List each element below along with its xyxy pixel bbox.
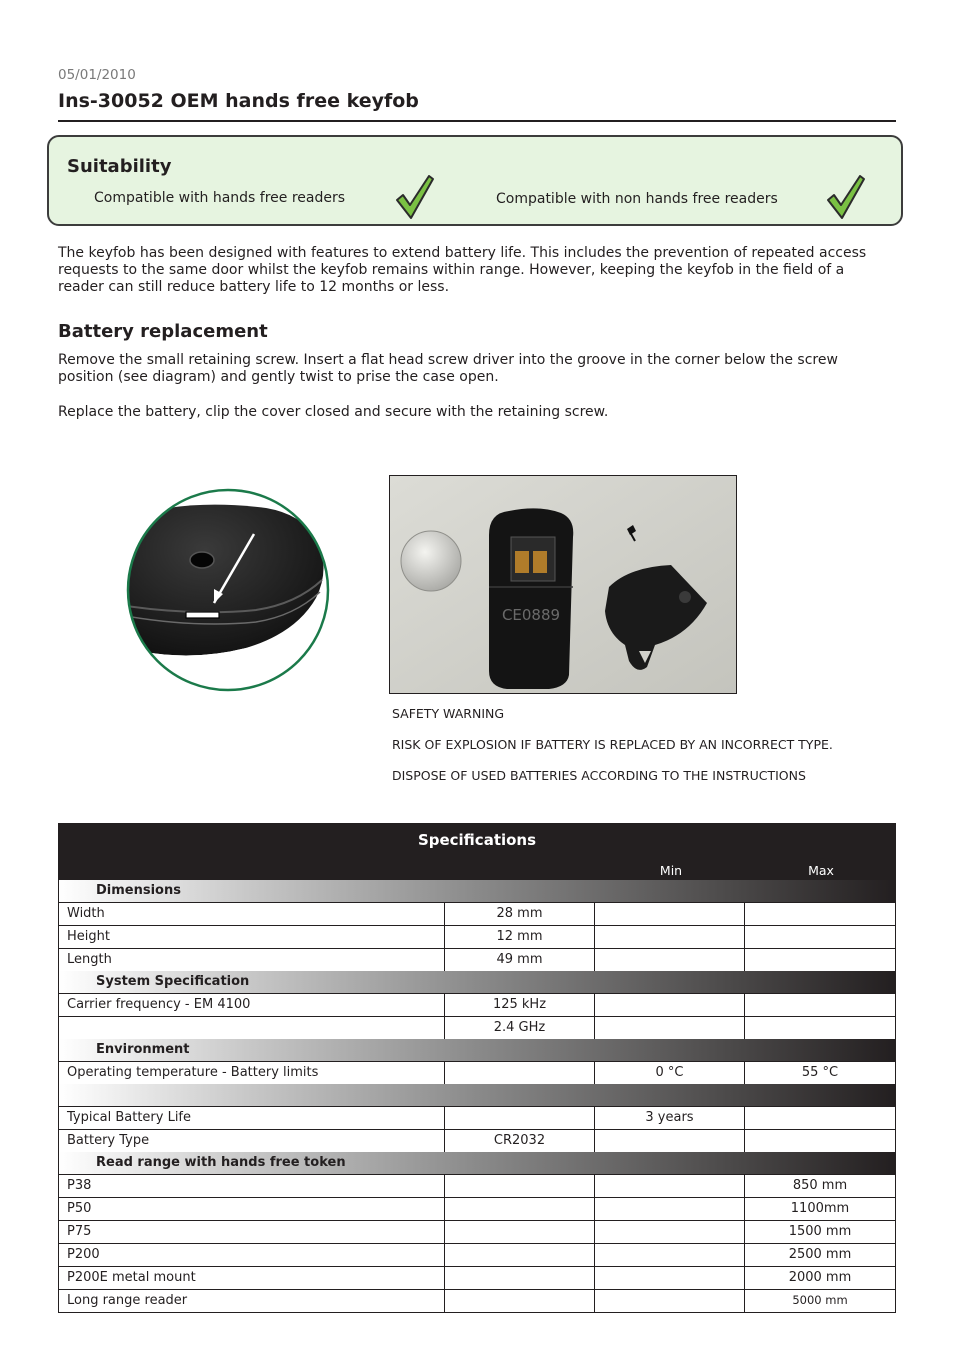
table-row: P200 2500 mm — [58, 1243, 896, 1266]
specifications-table — [58, 823, 896, 1313]
table-row: P75 1500 mm — [58, 1220, 896, 1243]
table-row: Long range reader 5000 mm — [58, 1289, 896, 1313]
suitability-hands-free: Compatible with hands free readers — [94, 190, 346, 206]
safety-warning-title: SAFETY WARNING — [392, 706, 505, 721]
check-icon — [395, 174, 435, 220]
section-read-range: Read range with hands free token — [58, 1152, 896, 1174]
section-system-specification: System Specification — [58, 971, 896, 993]
table-row: P38 850 mm — [58, 1174, 896, 1197]
table-row: Height 12 mm — [58, 925, 896, 948]
intro-paragraph: The keyfob has been designed with features to extend battery life. This includes the prevention of repeated access requests to the same door whilst the keyfob remains within range. However, keeping the keyfob in the field of a reader can still reduce battery life to 12 months or less. — [58, 245, 867, 295]
title-divider — [58, 120, 896, 122]
battery-instructions: Remove the small retaining screw. Insert a flat head screw driver into the groove in the corner below the screw position (see diagram) and gently twist to prise the case open. — [58, 352, 838, 385]
specifications-title: Specifications — [417, 831, 537, 849]
check-icon — [826, 174, 866, 220]
suitability-non-hands-free: Compatible with non hands free readers — [496, 191, 778, 207]
table-row: Length 49 mm — [58, 948, 896, 971]
specifications-header — [58, 823, 896, 880]
keyfob-opened-photo — [389, 475, 737, 694]
safety-warning-explosion: RISK OF EXPLOSION IF BATTERY IS REPLACED BY AN INCORRECT TYPE. — [392, 737, 833, 752]
table-row: P50 1100mm — [58, 1197, 896, 1220]
section-environment: Environment — [58, 1039, 896, 1061]
table-row: Width 28 mm — [58, 902, 896, 925]
table-row: P200E metal mount 2000 mm — [58, 1266, 896, 1289]
table-row: Carrier frequency - EM 4100 125 kHz — [58, 993, 896, 1016]
section-dimensions: Dimensions — [58, 880, 896, 902]
battery-marking: CE0889 — [501, 606, 561, 624]
keyfob-closeup-diagram — [126, 488, 330, 692]
safety-warning-disposal: DISPOSE OF USED BATTERIES ACCORDING TO THE INSTRUCTIONS — [392, 768, 806, 783]
document-title: Ins-30052 OEM hands free keyfob — [58, 90, 419, 112]
min-column-header: Min — [659, 863, 683, 878]
document-date: 05/01/2010 — [58, 67, 136, 83]
suitability-box — [47, 135, 903, 226]
table-row: Battery Type CR2032 — [58, 1129, 896, 1152]
max-column-header: Max — [808, 863, 834, 878]
section-battery — [58, 1084, 896, 1106]
suitability-heading: Suitability — [67, 156, 172, 177]
battery-reassembly: Replace the battery, clip the cover closed and secure with the retaining screw. — [58, 404, 609, 420]
battery-heading: Battery replacement — [58, 321, 268, 342]
table-row: Operating temperature - Battery limits 0 °C 55 °C — [58, 1061, 896, 1084]
table-row: 2.4 GHz — [58, 1016, 896, 1039]
table-row: Typical Battery Life 3 years — [58, 1106, 896, 1129]
